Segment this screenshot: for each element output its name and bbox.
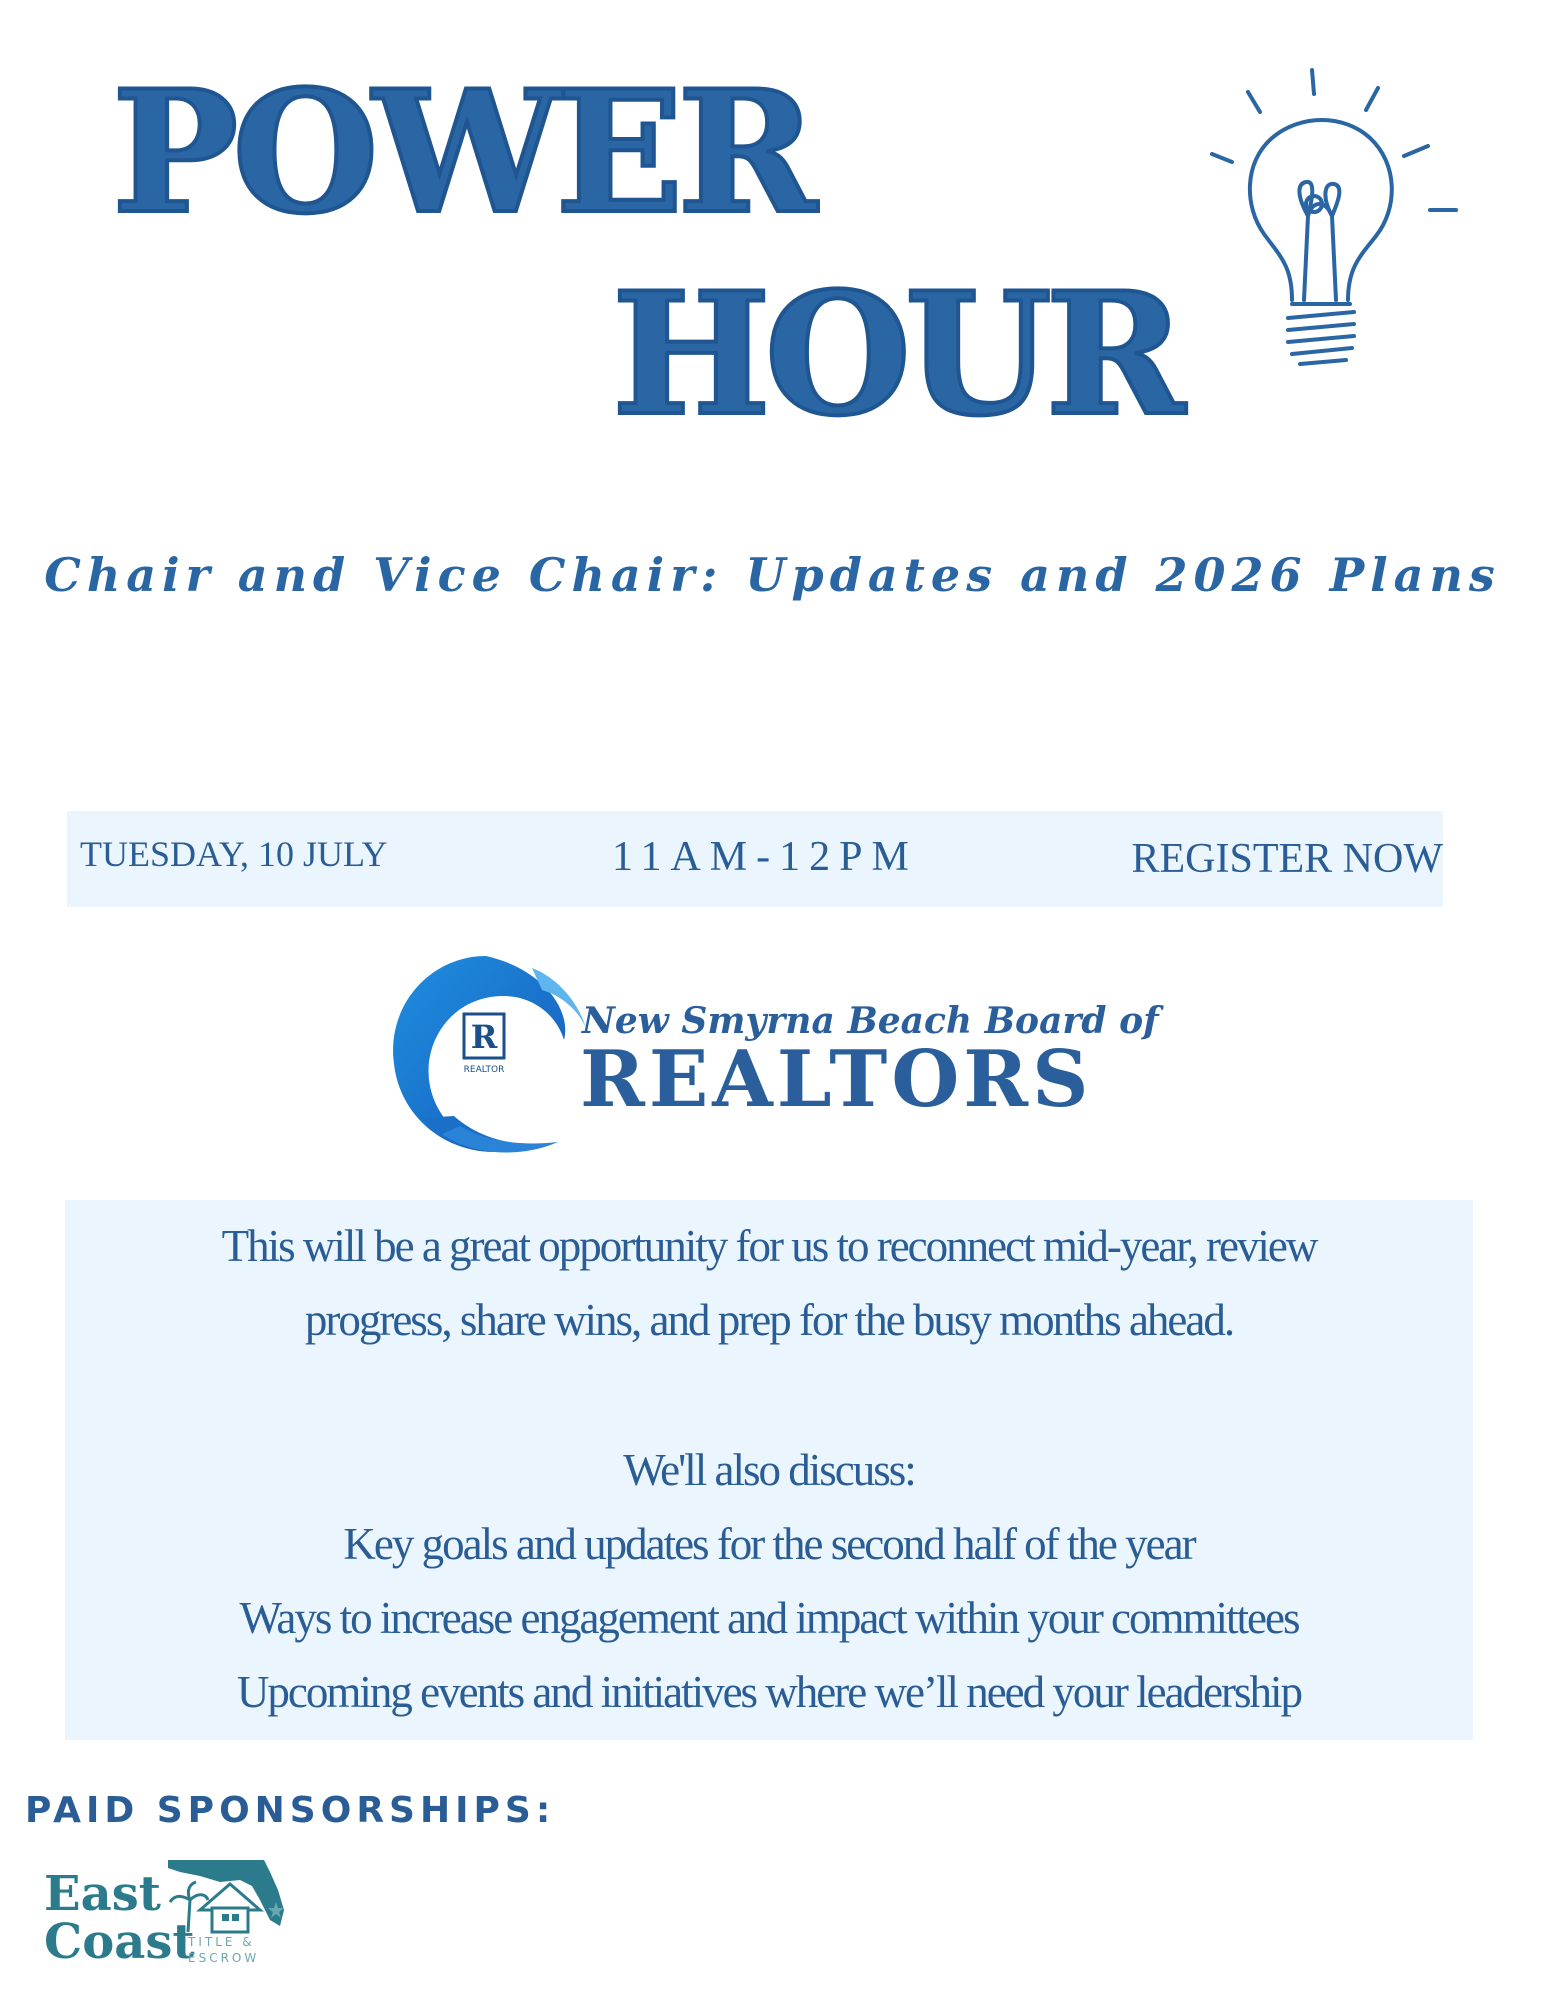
sponsor-tag2: ESCROW (188, 1951, 260, 1965)
sponsor-name-line1: East (44, 1866, 161, 1922)
subtitle: Chair and Vice Chair: Updates and 2026 Plans (44, 548, 1501, 602)
event-date: TUESDAY, 10 JULY (80, 834, 388, 874)
title-power: POWER (112, 53, 812, 251)
sponsor-label: PAID SPONSORSHIPS: (25, 1790, 556, 1831)
realtor-badge-letter: R (470, 1018, 498, 1056)
realtor-badge-text: REALTOR (463, 1065, 505, 1075)
description-line: progress, share wins, and prep for the busy months ahead. (304, 1295, 1234, 1345)
description-line: Upcoming events and initiatives where we’ll need your leadership (236, 1667, 1302, 1717)
description-box (65, 1200, 1473, 1740)
wave-logo-icon (382, 948, 590, 1160)
title-hour: HOUR (612, 255, 1180, 453)
description-line: We'll also discuss: (623, 1445, 915, 1495)
info-bar (67, 811, 1443, 907)
org-name-line2: REALTORS (580, 1034, 1093, 1125)
org-name-line1: New Smyrna Beach Board of (582, 1000, 1159, 1042)
east-coast-logo (40, 1850, 290, 1980)
description-line: Ways to increase engagement and impact within your committees (239, 1593, 1299, 1643)
sponsor-tag1: TITLE & (188, 1935, 255, 1949)
lightbulb-icon (1208, 66, 1498, 386)
description-line: Key goals and updates for the second half of the year (343, 1519, 1195, 1569)
sponsor-name-line2: Coast (44, 1914, 195, 1970)
description-line: This will be a great opportunity for us to reconnect mid-year, review (221, 1221, 1317, 1271)
event-time: 11AM-12PM (612, 834, 918, 880)
register-link[interactable]: REGISTER NOW (1131, 836, 1443, 882)
